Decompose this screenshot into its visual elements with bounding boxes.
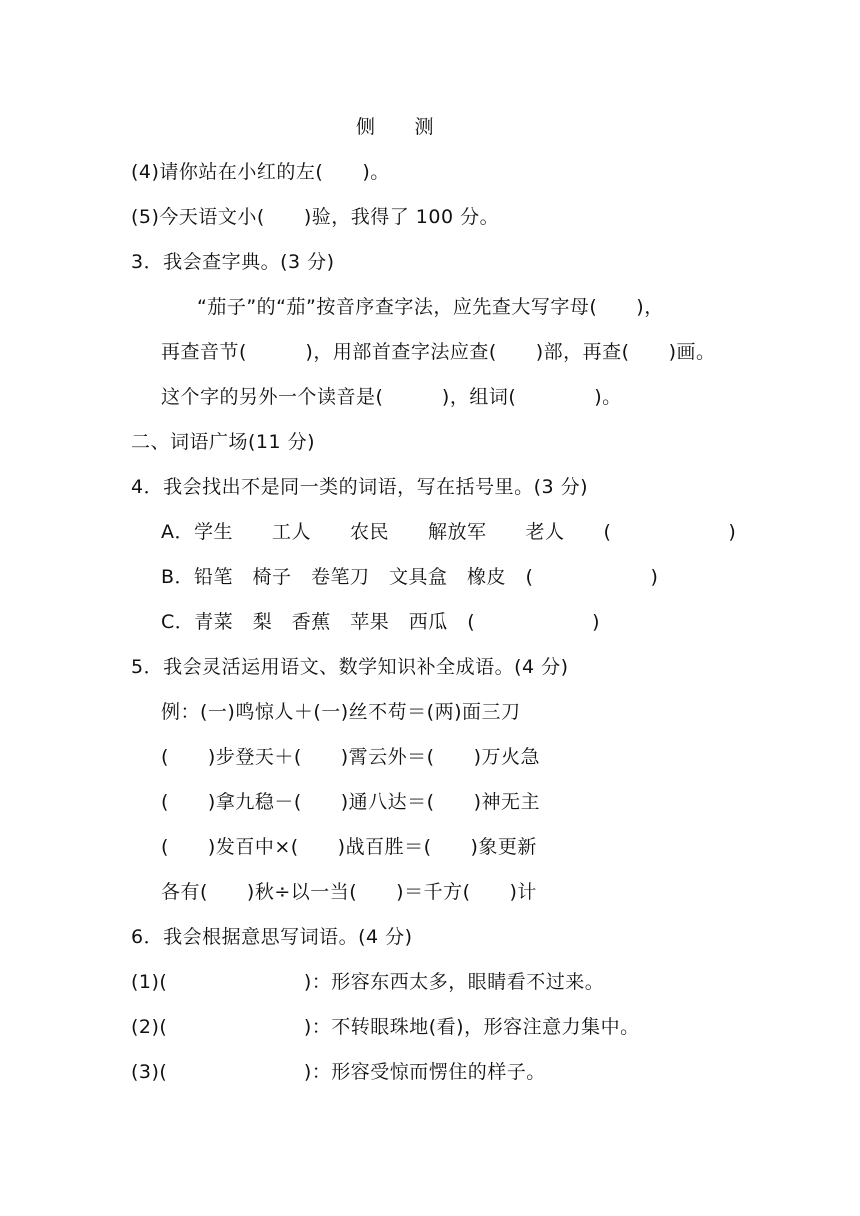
question-line: 再查音节( )，用部首查字法应查( )部，再查( )画。 <box>161 341 716 363</box>
header-text: 侧 测 <box>356 116 435 138</box>
question-line: (1)( )：形容东西太多，眼睛看不过来。 <box>131 971 605 993</box>
question-heading: 5．我会灵活运用语文、数学知识补全成语。(4 分) <box>131 656 569 678</box>
question-heading: 6．我会根据意思写词语。(4 分) <box>131 926 413 948</box>
question-line: (2)( )：不转眼珠地(看)，形容注意力集中。 <box>131 1016 640 1038</box>
question-line: (4)请你站在小红的左( )。 <box>131 161 390 183</box>
section-heading: 二、词语广场(11 分) <box>131 431 316 453</box>
idiom-line: ( )发百中×( )战百胜＝( )象更新 <box>161 836 537 858</box>
idiom-line: 各有( )秋÷以一当( )＝千方( )计 <box>161 881 537 903</box>
question-line: “茄子”的“茄”按音序查字法，应先查大写字母( )， <box>197 296 664 318</box>
option-line: A．学生 工人 农民 解放军 老人 ( ) <box>161 521 737 543</box>
option-line: B．铅笔 椅子 卷笔刀 文具盒 橡皮 ( ) <box>161 566 659 588</box>
question-line: (5)今天语文小( )验，我得了 100 分。 <box>131 206 500 228</box>
example-line: 例：(一)鸣惊人＋(一)丝不苟＝(两)面三刀 <box>161 701 521 723</box>
question-line: 这个字的另外一个读音是( )，组词( )。 <box>161 386 622 408</box>
idiom-line: ( )步登天＋( )霄云外＝( )万火急 <box>161 746 540 768</box>
question-heading: 3．我会查字典。(3 分) <box>131 251 335 273</box>
question-line: (3)( )：形容受惊而愣住的样子。 <box>131 1061 546 1083</box>
question-heading: 4．我会找出不是同一类的词语，写在括号里。(3 分) <box>131 476 589 498</box>
option-line: C．青菜 梨 香蕉 苹果 西瓜 ( ) <box>161 611 601 633</box>
idiom-line: ( )拿九稳－( )通八达＝( )神无主 <box>161 791 540 813</box>
